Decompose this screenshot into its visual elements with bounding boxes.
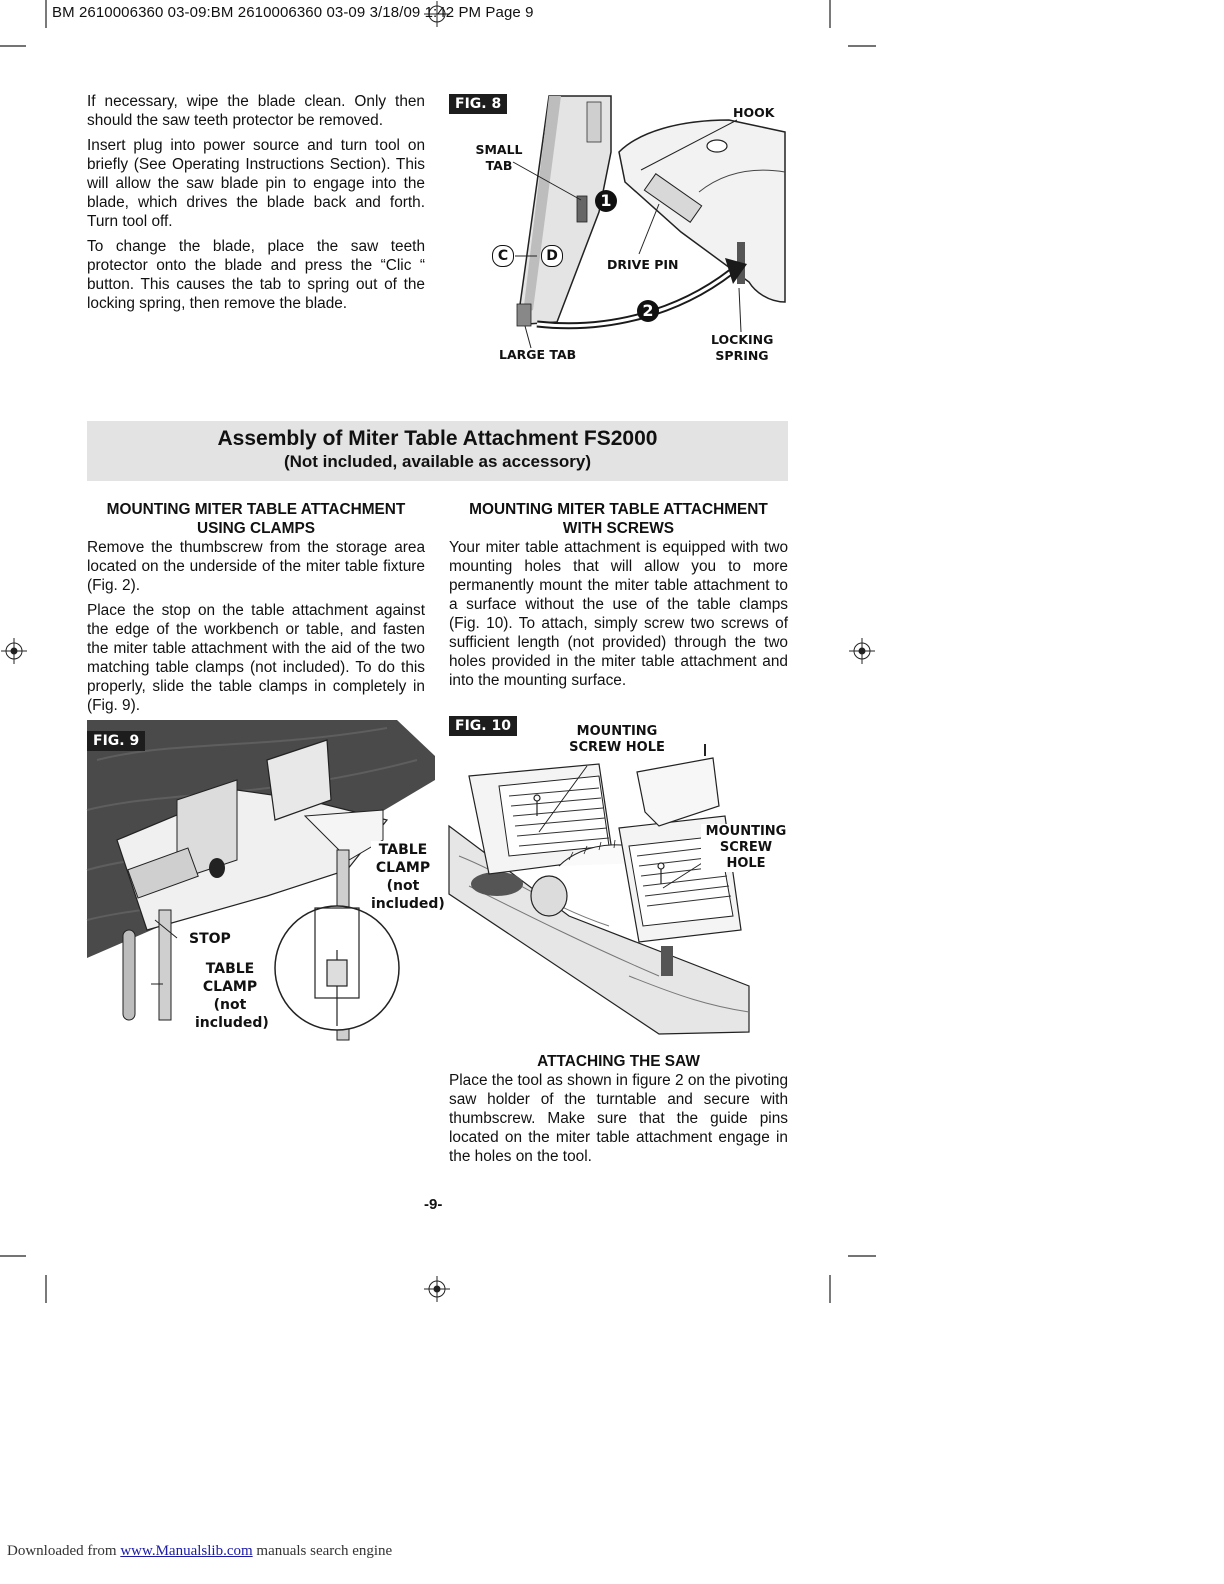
fig9-label: FIG. 9 — [87, 731, 145, 751]
paragraph: Your miter table attachment is equipped with two mounting holes that will allow you to more permanently mount the miter table attachment to a surface without the use of the table clamps (Fig. 10). To attach, simply screw two screws of sufficient length (not provided) through the two holes provided in the miter table attachment and into the mounting surface. — [449, 539, 788, 689]
table-clamp-bottom-callout: TABLE CLAMP (not included) — [195, 961, 269, 1031]
small-tab-callout: SMALL TAB — [475, 142, 523, 173]
print-slug: BM 2610006360 03-09:BM 2610006360 03-09 3/18/09 1:42 PM Page 9 — [52, 4, 534, 21]
screws-section — [449, 500, 788, 696]
clamps-section — [87, 500, 425, 721]
figure-9 — [87, 720, 445, 1040]
figure-8 — [449, 92, 789, 372]
paragraph: Remove the thumbscrew from the storage area located on the underside of the miter table fixture (Fig. 2). — [87, 539, 425, 594]
section-title: Assembly of Miter Table Attachment FS2000 — [217, 427, 658, 450]
table-clamp-top-callout: TABLE CLAMP (not included) — [371, 842, 445, 912]
blade-change-text — [87, 92, 425, 319]
paragraph: Place the tool as shown in figure 2 on the pivoting saw holder of the turntable and secure with thumbscrew. Make sure that the guide pins located on the miter table attachment engage in the holes on the tool. — [449, 1072, 788, 1165]
clamps-heading: MOUNTING MITER TABLE ATTACHMENT USING CLAMPS — [106, 501, 406, 537]
locking-spring-callout: LOCKING SPRING — [711, 332, 774, 363]
figure-10 — [449, 716, 791, 1040]
fig10-illustration — [449, 716, 791, 1040]
drive-pin-callout: DRIVE PIN — [607, 257, 679, 272]
fig10-label: FIG. 10 — [449, 716, 517, 736]
download-footer: Downloaded from www.Manualslib.com manuals search engine — [7, 1543, 393, 1559]
manualslib-link[interactable]: www.Manualslib.com — [120, 1543, 253, 1559]
registration-mark-right — [849, 638, 875, 664]
paragraph: If necessary, wipe the blade clean. Only then should the saw teeth protector be removed. — [87, 93, 425, 129]
registration-mark-left — [1, 638, 27, 664]
paragraph: Place the stop on the table attachment against the edge of the workbench or table, and fasten the miter table attachment with the aid of the two matching table clamps (not included). To do this properly, slide the table clamps in completely in (Fig. 9). — [87, 602, 425, 714]
step-1-badge: 1 — [595, 190, 617, 212]
section-banner — [87, 421, 788, 481]
attaching-heading: ATTACHING THE SAW — [537, 1053, 700, 1070]
section-subtitle: (Not included, available as accessory) — [283, 452, 592, 471]
mounting-screw-hole-callout-left: MOUNTING SCREW HOLE — [569, 724, 665, 755]
fig8-illustration — [449, 92, 789, 372]
page-number: -9- — [424, 1196, 443, 1213]
attaching-section — [449, 1052, 788, 1172]
step-2-badge: 2 — [637, 300, 659, 322]
stop-callout: STOP — [189, 931, 231, 947]
mounting-screw-hole-callout-right: MOUNTING SCREW HOLE — [701, 824, 791, 872]
large-tab-callout: LARGE TAB — [499, 347, 577, 362]
screws-heading: MOUNTING MITER TABLE ATTACHMENT WITH SCREWS — [469, 501, 768, 537]
hook-callout: HOOK — [733, 105, 775, 120]
d-marker: D — [541, 245, 563, 267]
c-marker: C — [492, 245, 514, 267]
paragraph: Insert plug into power source and turn tool on briefly (See Operating Instructions Section). This will allow the saw blade pin to engage into the blade, which drives the blade back and forth. Turn tool off. — [87, 137, 425, 230]
registration-mark-bottom — [424, 1276, 450, 1302]
fig8-label: FIG. 8 — [449, 94, 507, 114]
paragraph: To change the blade, place the saw teeth protector onto the blade and press the “Clic “ button. This causes the tab to spring out of the locking spring, then remove the blade. — [87, 238, 425, 312]
